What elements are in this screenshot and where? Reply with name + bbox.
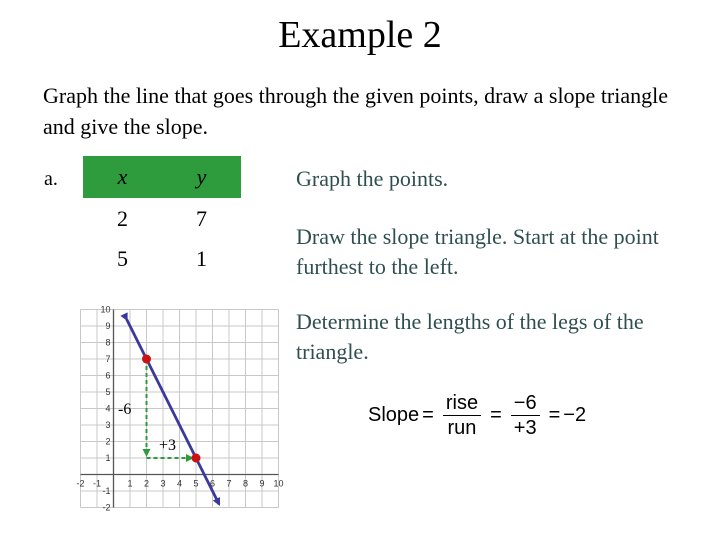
graphed-line [127,319,219,504]
x-tick-label: 6 [209,478,216,489]
graph-point [192,454,201,463]
step-graph-points: Graph the points. [296,166,449,191]
part-label: a. [44,168,58,190]
step-draw-triangle: Draw the slope triangle. Start at the point furthest to the left. [296,224,659,279]
fraction-denominator: +3 [513,416,537,439]
formula-lhs: Slope [368,403,420,426]
fraction-denominator: run [447,416,477,439]
page-title: Example 2 [278,14,442,56]
y-tick-label: 4 [105,403,111,414]
x-tick-label: -2 [76,478,85,489]
table-header-x: x [83,156,162,199]
x-tick-label: 10 [273,478,284,489]
formula-result: −2 [563,403,587,426]
y-tick-label: 8 [105,337,111,348]
fraction-numerator: rise [443,391,481,416]
y-tick-label: 6 [105,370,111,381]
run-label: +3 [159,437,177,454]
y-tick-label: 1 [105,453,111,463]
y-tick-label: 7 [105,354,111,364]
y-tick-label: -1 [102,486,111,496]
table-cell: 2 [83,199,162,239]
y-tick-label: -2 [102,502,111,513]
step-leg-lengths: Determine the lengths of the legs of the triangle. [296,309,644,364]
formula-equals: = [548,403,561,426]
table-cell: 5 [83,239,162,279]
x-tick-label: 5 [193,478,199,489]
x-tick-label: 2 [143,478,150,489]
fraction-numerator: −6 [511,391,540,416]
y-tick-label: 5 [105,387,111,397]
x-tick-label: 3 [160,478,166,489]
y-tick-label: 10 [100,304,111,315]
y-tick-label: 3 [105,420,111,430]
y-tick-label: 9 [105,321,111,331]
x-tick-label: -1 [92,478,102,489]
y-tick-label: 2 [105,436,111,447]
x-tick-label: 9 [259,478,265,489]
table-header-y: y [162,156,241,199]
table-cell: 7 [162,199,241,239]
x-tick-label: 8 [242,478,249,489]
table-cell: 1 [162,239,241,279]
x-tick-label: 4 [176,478,183,489]
formula-equals: = [490,403,502,426]
rise-label: -6 [118,401,132,418]
instructions-text: Graph the line that goes through the given points, draw a slope triangle and give the slope. [43,83,669,139]
x-tick-label: 1 [127,478,133,489]
formula-equals: = [422,403,434,426]
x-tick-label: 7 [226,478,232,489]
graph-point [142,355,151,364]
